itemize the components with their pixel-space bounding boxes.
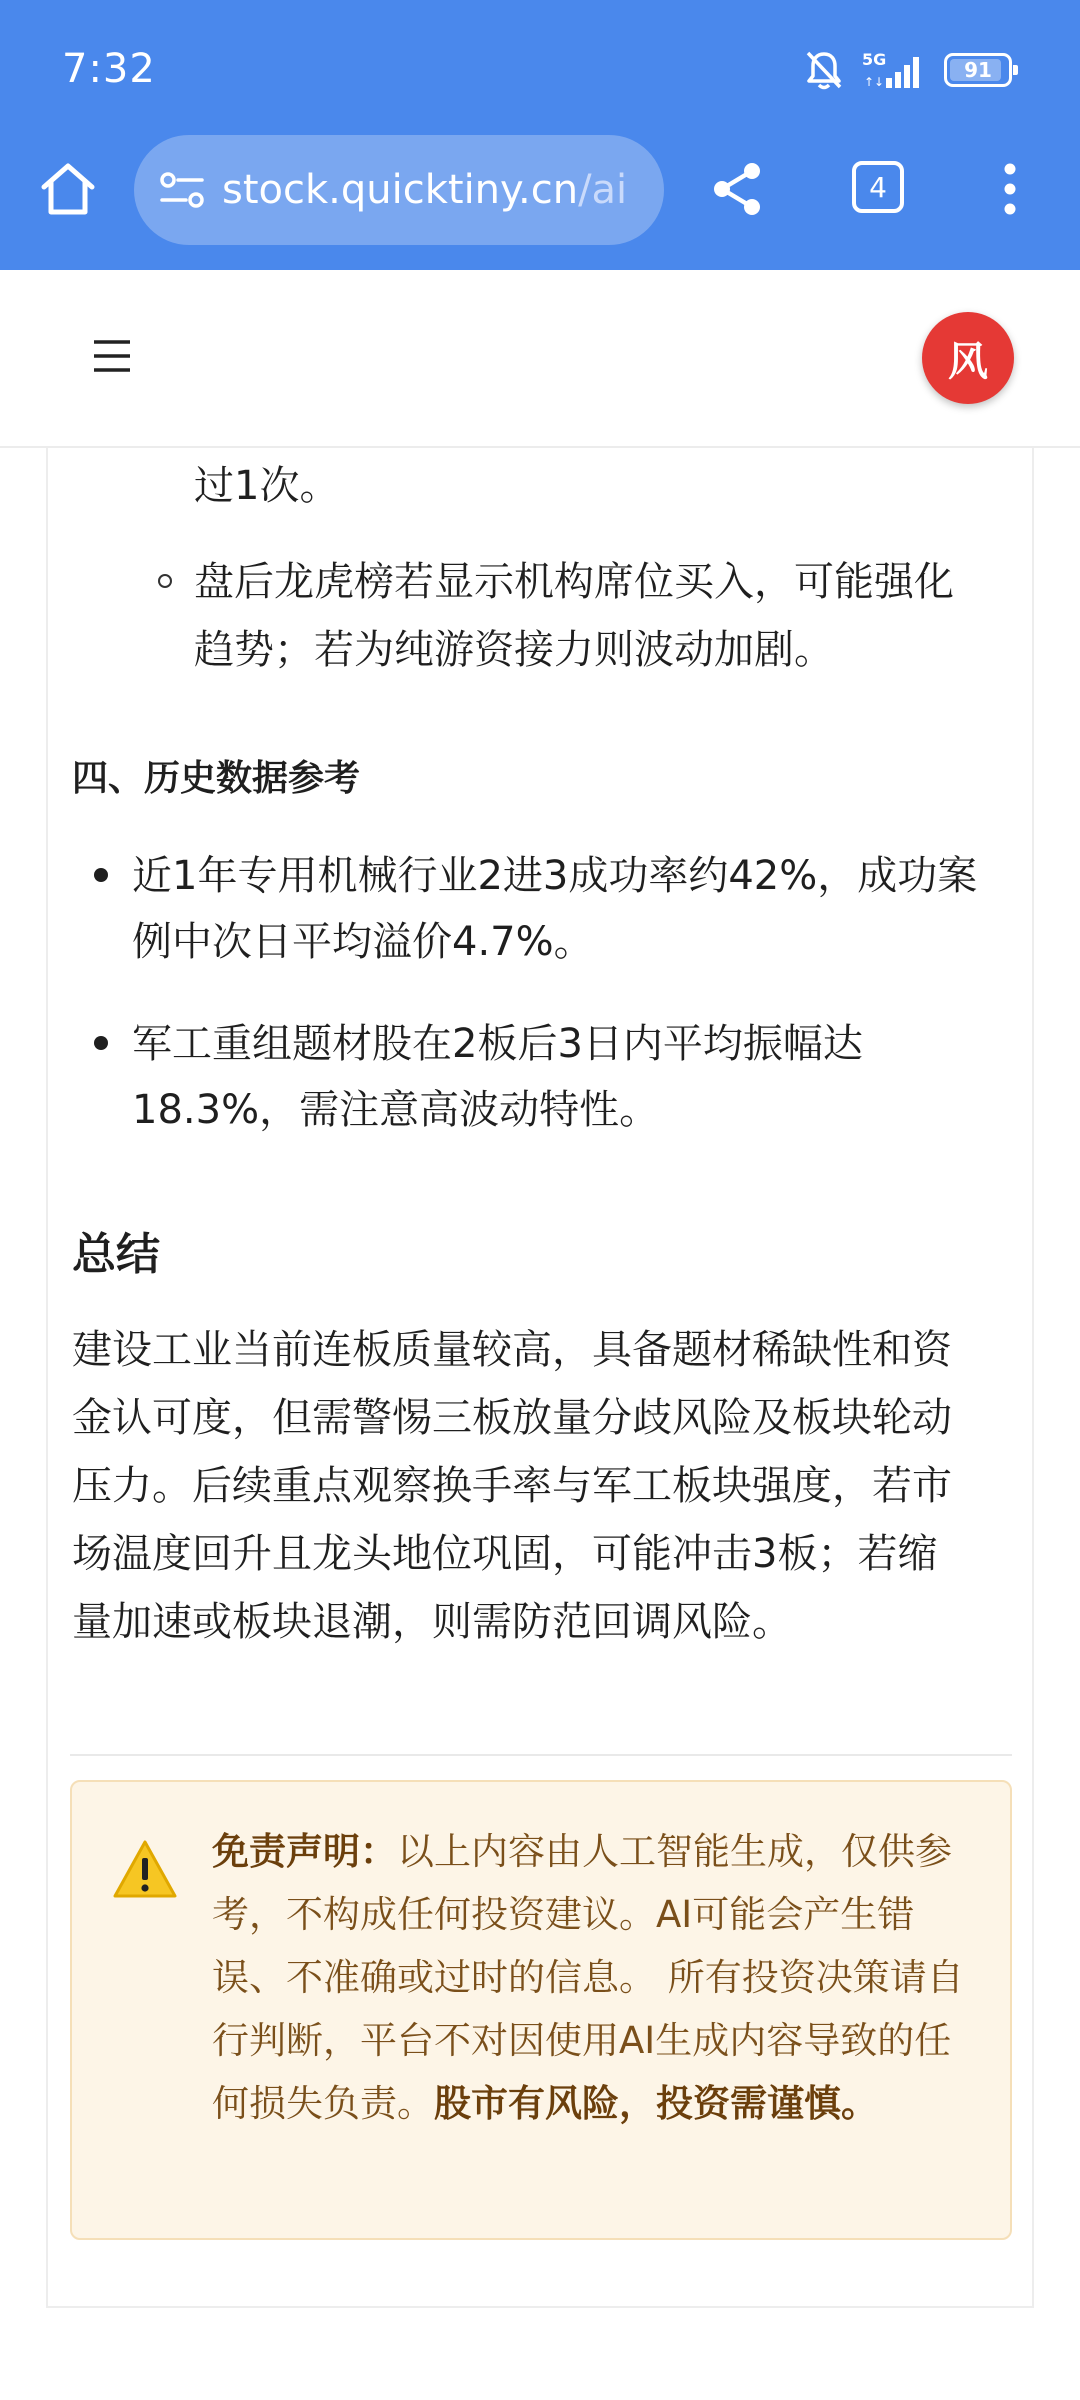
- summary-line: 压力。后续重点观察换手率与军工板块强度，若市: [72, 1463, 952, 1509]
- url-text: [222, 167, 627, 213]
- disclaimer-label: 免责声明：: [212, 1830, 397, 1873]
- status-bar: [0, 0, 1080, 135]
- content-divider: [70, 1754, 1012, 1756]
- summary-title: 总结: [72, 1229, 160, 1280]
- home-button[interactable]: [36, 157, 100, 221]
- share-icon: [706, 157, 770, 221]
- mute-bell-icon: [804, 49, 844, 91]
- bullet2-line1: 军工重组题材股在2板后3日内平均振幅达: [132, 1021, 863, 1067]
- status-time: 7:32: [62, 46, 156, 92]
- more-button[interactable]: [990, 157, 1030, 221]
- share-button[interactable]: [706, 157, 770, 221]
- menu-icon: [90, 334, 134, 378]
- summary-line: 场温度回升且龙头地位巩固，可能冲击3板；若缩: [72, 1531, 938, 1577]
- sub-bullet-marker: [158, 574, 172, 588]
- tab-count: 4: [869, 170, 887, 204]
- status-icons: [804, 48, 1012, 92]
- battery-level: 91: [964, 58, 992, 82]
- battery-icon: [944, 53, 1012, 87]
- browser-toolbar: [0, 135, 1080, 270]
- site-header: [0, 270, 1080, 448]
- warning-icon: [112, 1838, 178, 1900]
- url-bar[interactable]: [134, 135, 664, 245]
- network-type: 5G: [862, 50, 887, 69]
- bullet-marker: [94, 868, 108, 882]
- url-host: stock.quicktiny.cn: [222, 167, 579, 213]
- site-settings-icon[interactable]: [158, 168, 206, 212]
- summary-line: 建设工业当前连板质量较高，具备题材稀缺性和资: [72, 1327, 952, 1373]
- sub-bullet-line2: 趋势；若为纯游资接力则波动加剧。: [194, 627, 834, 673]
- disclaimer-emphasis: 股市有风险，投资需谨慎。: [434, 2082, 878, 2125]
- home-icon: [36, 157, 100, 221]
- disclaimer-body: 以上内容由人工智能生成，仅供参考，不构成任何投资建议。AI可能会产生错误、不准确或过时的信息。 所有投资决策请自行判断，平台不对因使用AI生成内容导致的任何损失负责。: [212, 1830, 964, 2125]
- sub-bullet-line1: 盘后龙虎榜若显示机构席位买入，可能强化: [194, 559, 954, 605]
- more-vert-icon: [990, 157, 1030, 221]
- avatar[interactable]: 风: [922, 312, 1014, 404]
- bullet-marker: [94, 1036, 108, 1050]
- menu-button[interactable]: [90, 334, 134, 378]
- tabs-icon[interactable]: [852, 161, 904, 213]
- summary-line: 金认可度，但需警惕三板放量分歧风险及板块轮动: [72, 1395, 952, 1441]
- signal-icon: [862, 50, 926, 90]
- section-four-title: 四、历史数据参考: [72, 758, 361, 799]
- summary-line: 量加速或板块退潮，则需防范回调风险。: [72, 1599, 792, 1645]
- svg-text:↑↓: ↑↓: [864, 75, 885, 89]
- bullet1-line2: 例中次日平均溢价4.7%。: [132, 919, 594, 965]
- disclaimer-box: [70, 1780, 1012, 2240]
- browser-chrome: [0, 0, 1080, 270]
- sub-bullet-fragment: 过1次。: [194, 463, 340, 509]
- disclaimer-text: [212, 1820, 982, 2135]
- bullet2-line2: 18.3%，需注意高波动特性。: [132, 1087, 660, 1133]
- url-path: /ai: [578, 167, 628, 213]
- bullet1-line1: 近1年专用机械行业2进3成功率约42%，成功案: [132, 853, 978, 899]
